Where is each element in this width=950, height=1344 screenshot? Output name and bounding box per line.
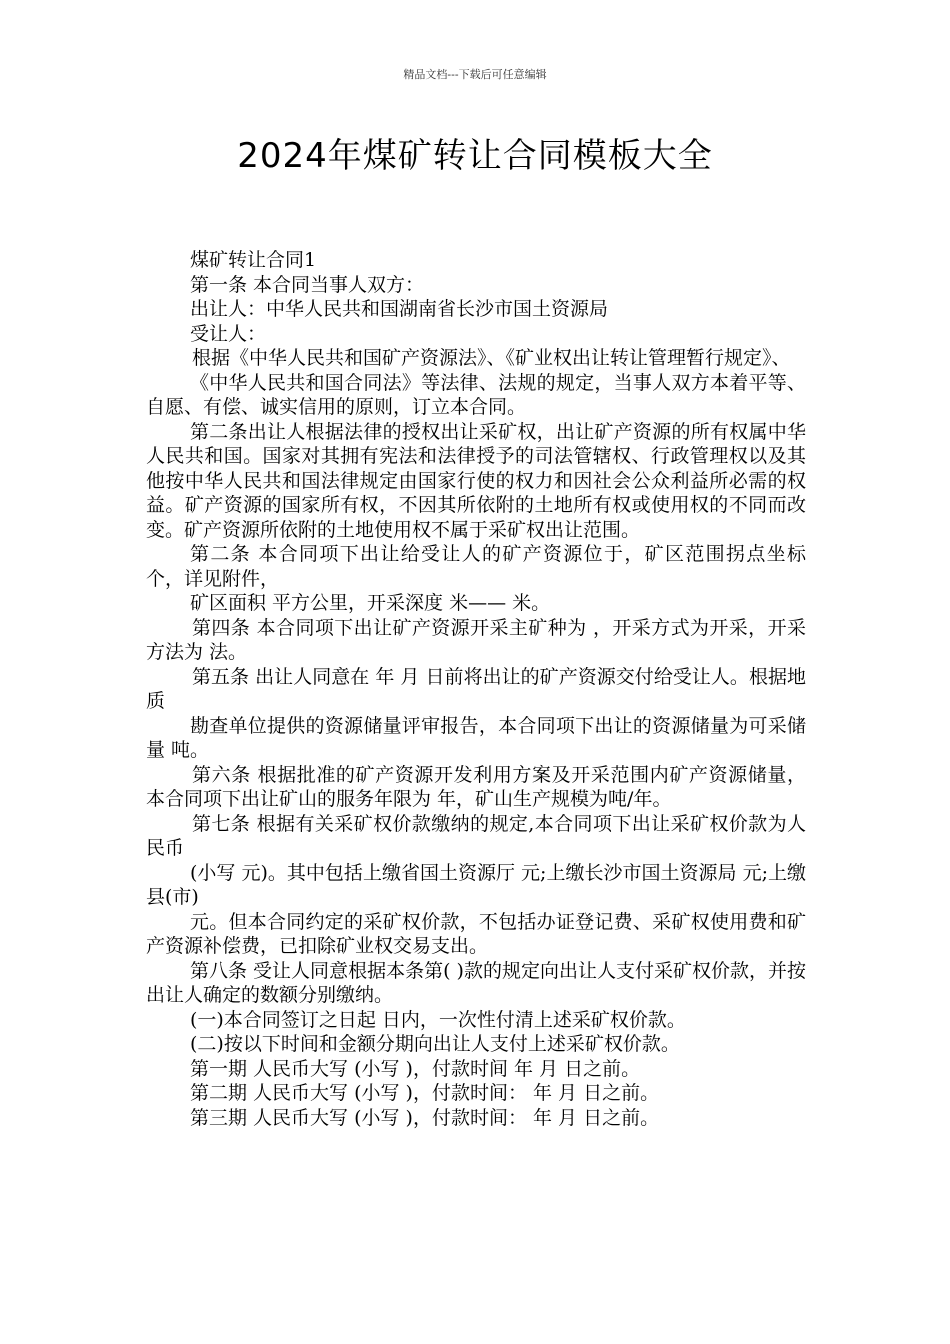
paragraph: 元。但本合同约定的采矿权价款，不包括办证登记费、采矿权使用费和矿产资源补偿费，已扣除矿业权交易支出。	[146, 910, 806, 957]
paragraph: 第二期 人民币大写 (小写 )，付款时间： 年 月 日之前。	[190, 1082, 660, 1104]
paragraph: (小写 元)。其中包括上缴省国土资源厅 元;上缴长沙市国土资源局 元;上缴 县(市)	[146, 861, 806, 908]
paragraph: 第一条 本合同当事人双方：	[190, 273, 425, 296]
paragraph: 煤矿转让合同1	[190, 249, 317, 271]
paragraph: 受让人：	[190, 322, 267, 345]
paragraph: 第七条 根据有关采矿权价款缴纳的规定,本合同项下出让采矿权价款为人民币	[146, 812, 806, 859]
paragraph: 第二条出让人根据法律的授权出让采矿权，出让矿产资源的所有权属中华人民共和国。国家对其拥有宪法和法律授予的司法管辖权、行政管理权以及其他按中华人民共和国法律规定由国家行使的权力和因社会公众利益所必需的权益。矿产资源的国家所有权，不因其所依附的土地所有权或使用权的不同而改变。矿产资源所依附的土地使用权不属于采矿权出让范围。	[146, 420, 806, 541]
paragraph: 第五条 出让人同意在 年 月 日前将出让的矿产资源交付给受让人。根据地质	[146, 665, 806, 712]
header-note: 精品文档---下载后可任意编辑	[403, 68, 547, 81]
paragraph: 第六条 根据批准的矿产资源开发利用方案及开采范围内矿产资源储量，本合同项下出让矿山的服务年限为 年，矿山生产规模为吨/年。	[146, 763, 806, 810]
paragraph: 第八条 受让人同意根据本条第( )款的规定向出让人支付采矿权价款，并按出让人确定的数额分别缴纳。	[146, 959, 806, 1006]
paragraph: 《中华人民共和国合同法》等法律、法规的规定，当事人双方本着平等、自愿、有偿、诚实信用的原则，订立本合同。	[146, 371, 806, 418]
paragraph: 矿区面积 平方公里，开采深度 米—— 米。	[190, 592, 551, 614]
paragraph: 出让人：中华人民共和国湖南省长沙市国土资源局	[190, 298, 609, 320]
paragraph: 第二条 本合同项下出让给受让人的矿产资源位于，矿区范围拐点坐标 个，详见附件，	[146, 543, 806, 590]
document-body	[146, 248, 806, 1130]
paragraph: (一)本合同签订之日起 日内，一次性付清上述采矿权价款。	[190, 1008, 686, 1031]
paragraph: (二)按以下时间和金额分期向出让人支付上述采矿权价款。	[190, 1033, 680, 1055]
document-title: 2024年煤矿转让合同模板大全	[237, 136, 713, 176]
paragraph: 第四条 本合同项下出让矿产资源开采主矿种为 ，开采方式为开采，开采方法为 法。	[146, 616, 806, 663]
paragraph: 第三期 人民币大写 (小写 )，付款时间： 年 月 日之前。	[190, 1106, 660, 1129]
paragraph: 勘查单位提供的资源储量评审报告，本合同项下出让的资源储量为可采储量 吨。	[146, 714, 806, 761]
paragraph: 根据《中华人民共和国矿产资源法》、《矿业权出让转让管理暂行规定》、	[192, 347, 791, 369]
paragraph: 第一期 人民币大写 (小写 )，付款时间 年 月 日之前。	[190, 1057, 641, 1080]
